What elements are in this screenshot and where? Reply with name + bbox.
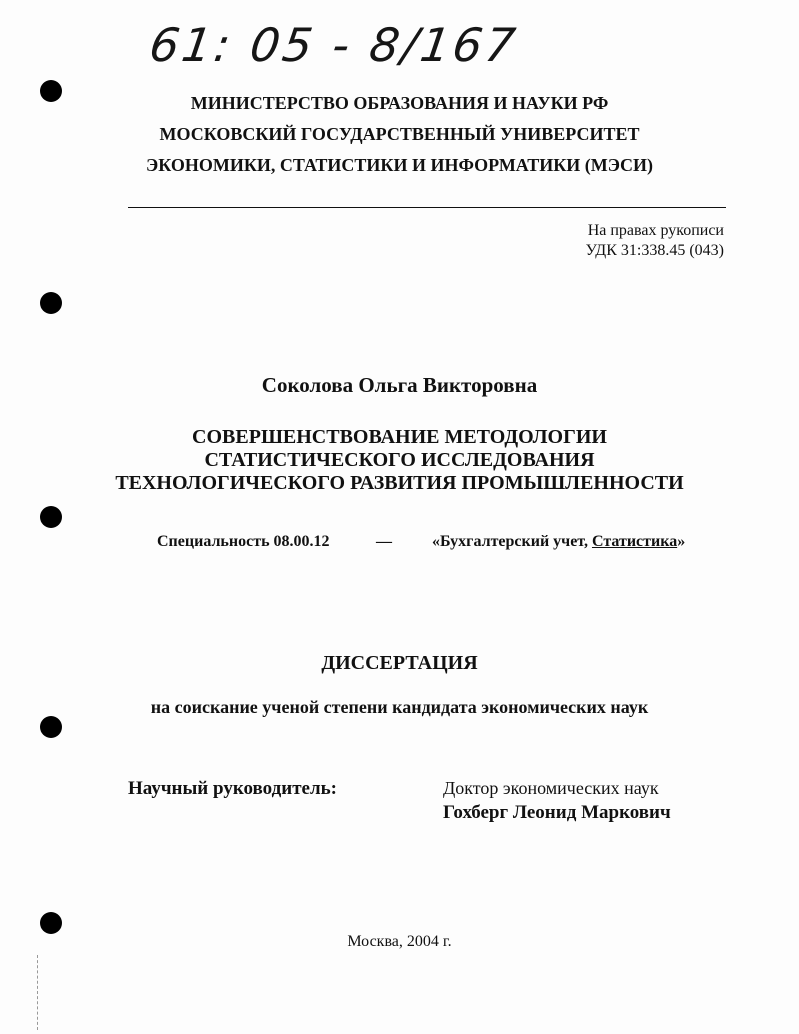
rights-block	[470, 221, 724, 261]
city-year: Москва, 2004 г.	[347, 933, 452, 950]
ministry-line: МИНИСТЕРСТВО ОБРАЗОВАНИЯ И НАУКИ РФ	[190, 93, 609, 113]
supervisor-degree: Доктор экономических наук	[443, 778, 659, 798]
punch-hole	[40, 716, 62, 738]
header-divider	[128, 207, 726, 208]
margin-line	[37, 955, 38, 1030]
specialty-suffix: »	[677, 533, 686, 550]
handwritten-archive-number: 61: 05 - 8/167	[146, 18, 522, 72]
specialty-underlined: Статистика	[591, 533, 678, 550]
university-line: МОСКОВСКИЙ ГОСУДАРСТВЕННЫЙ УНИВЕРСИТЕТ	[159, 124, 640, 144]
specialty-dash: —	[376, 533, 392, 550]
punch-hole	[40, 292, 62, 314]
manuscript-note: На правах рукописи	[587, 222, 724, 239]
university-line-2: ЭКОНОМИКИ, СТАТИСТИКИ И ИНФОРМАТИКИ (МЭСИ)	[146, 155, 653, 175]
title-line: СОВЕРШЕНСТВОВАНИЕ МЕТОДОЛОГИИ	[192, 426, 607, 448]
punch-hole	[40, 912, 62, 934]
document-type: ДИССЕРТАЦИЯ	[321, 652, 478, 674]
supervisor-name: Гохберг Леонид Маркович	[443, 802, 671, 823]
title-line: ТЕХНОЛОГИЧЕСКОГО РАЗВИТИЯ ПРОМЫШЛЕННОСТИ	[115, 472, 684, 494]
dissertation-title	[0, 426, 799, 495]
title-line: СТАТИСТИЧЕСКОГО ИССЛЕДОВАНИЯ	[204, 449, 595, 471]
udc-code: УДК 31:338.45 (043)	[585, 242, 724, 259]
punch-hole	[40, 506, 62, 528]
degree-line: на соискание ученой степени кандидата экономических наук	[150, 697, 649, 717]
author-name: Соколова Ольга Викторовна	[261, 373, 538, 397]
specialty-label: Специальность 08.00.12	[157, 533, 330, 550]
ministry-header	[0, 88, 799, 181]
specialty-prefix: «Бухгалтерский учет,	[432, 533, 592, 550]
specialty-value	[432, 533, 685, 551]
supervisor-label: Научный руководитель:	[128, 778, 337, 799]
